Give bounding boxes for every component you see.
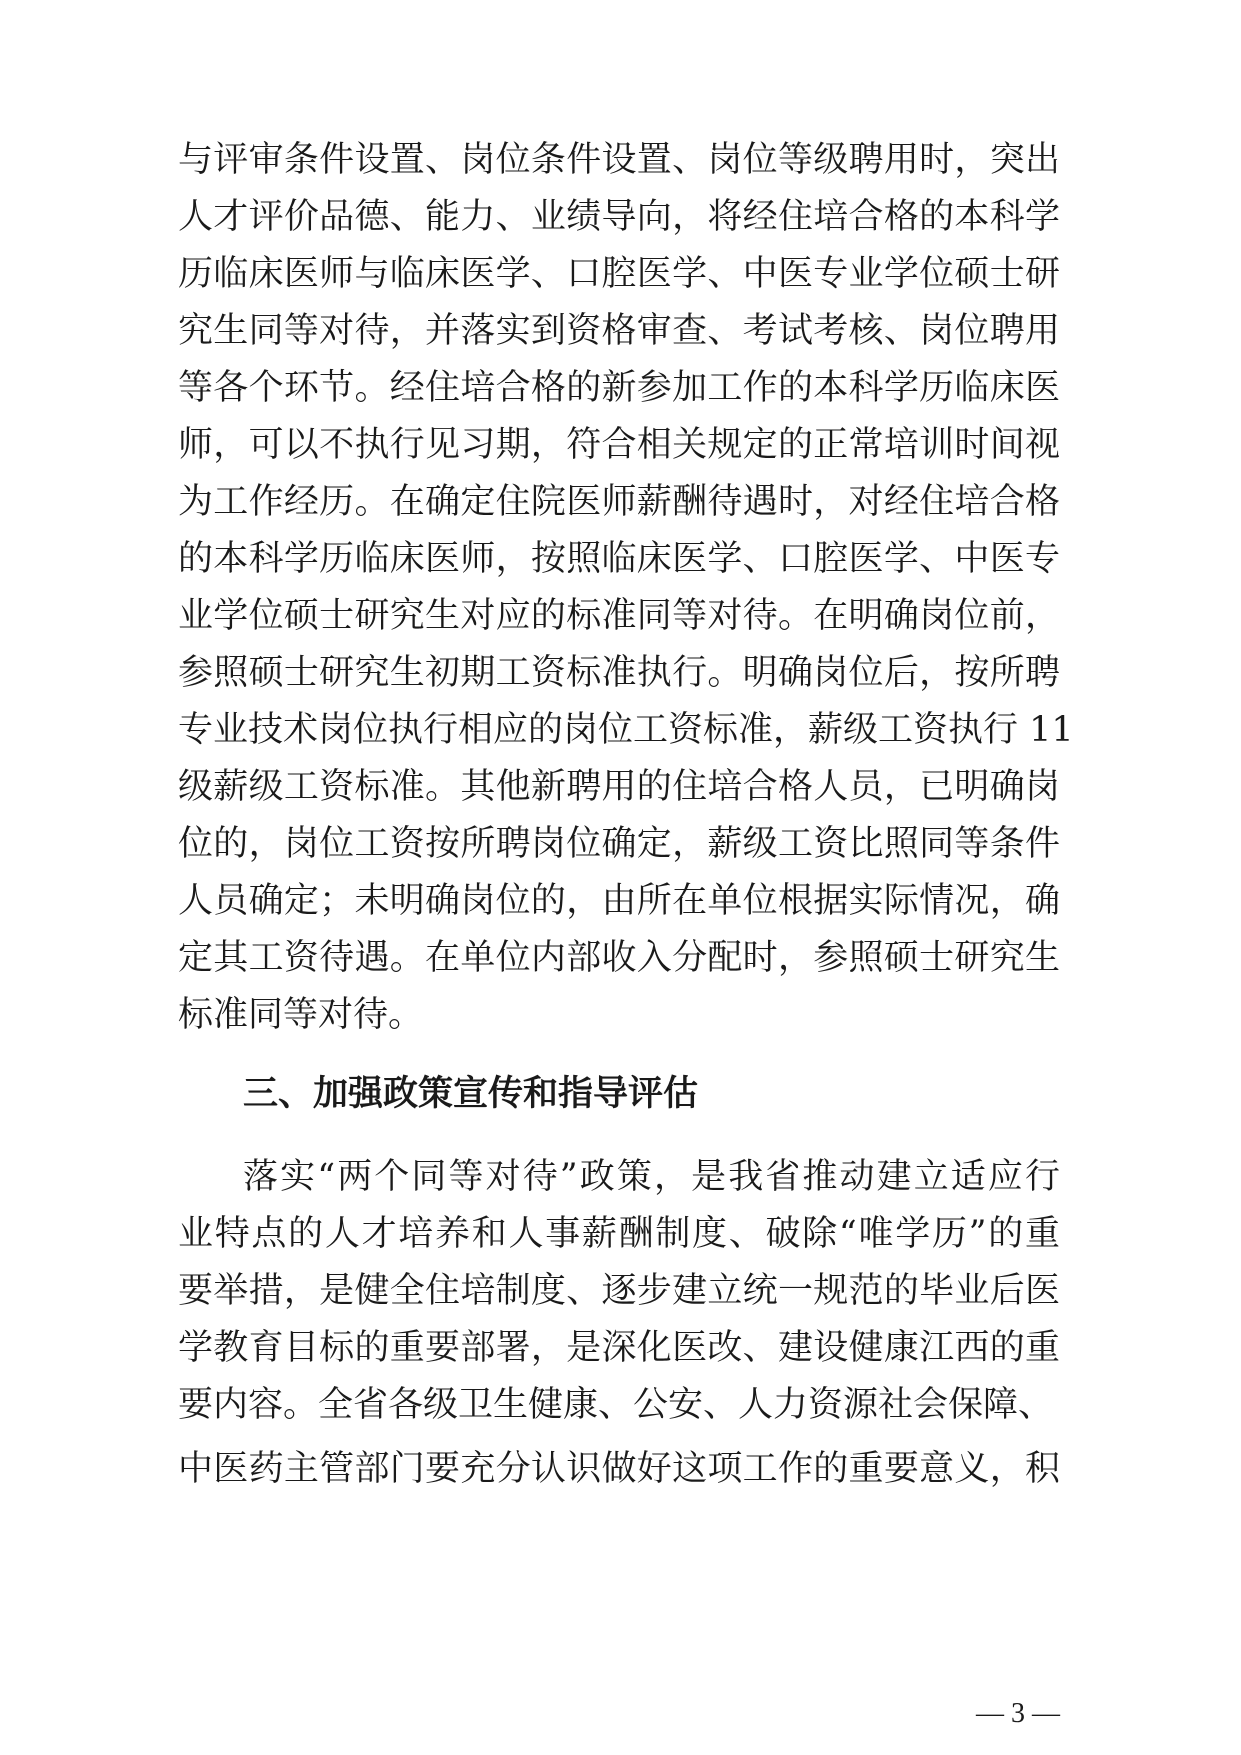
paragraph-line: 究生同等对待，并落实到资格审查、考试考核、岗位聘用 [178,311,1060,351]
paragraph-line: 的本科学历临床医师，按照临床医学、口腔医学、中医专 [178,539,1060,579]
paragraph-line: 与评审条件设置、岗位条件设置、岗位等级聘用时，突出 [178,140,1060,180]
page-number: — 3 — [976,1698,1060,1729]
paragraph-line: 定其工资待遇。在单位内部收入分配时，参照硕士研究生 [178,938,1060,978]
paragraph-line: 人才评价品德、能力、业绩导向，将经住培合格的本科学 [178,197,1060,237]
paragraph-line: 要举措，是健全住培制度、逐步建立统一规范的毕业后医 [178,1271,1060,1311]
paragraph-line: 学教育目标的重要部署，是深化医改、建设健康江西的重 [178,1328,1060,1368]
paragraph-line: 业学位硕士研究生对应的标准同等对待。在明确岗位前， [178,596,1060,636]
paragraph-line: 人员确定；未明确岗位的，由所在单位根据实际情况，确 [178,881,1060,921]
paragraph-line: 中医药主管部门要充分认识做好这项工作的重要意义，积 [178,1449,1060,1489]
paragraph-line: 位的，岗位工资按所聘岗位确定，薪级工资比照同等条件 [178,824,1060,864]
paragraph-line: 级薪级工资标准。其他新聘用的住培合格人员，已明确岗 [178,767,1060,807]
paragraph-line: 专业技术岗位执行相应的岗位工资标准，薪级工资执行 11 [178,710,1074,750]
paragraph-line: 等各个环节。经住培合格的新参加工作的本科学历临床医 [178,368,1060,408]
paragraph-line: 业特点的人才培养和人事薪酬制度、破除“唯学历”的重 [178,1214,1060,1254]
paragraph-line: 历临床医师与临床医学、口腔医学、中医专业学位硕士研 [178,254,1060,294]
paragraph-line: 落实“两个同等对待”政策，是我省推动建立适应行 [243,1157,1060,1197]
paragraph-line: 要内容。全省各级卫生健康、公安、人力资源社会保障、 [178,1385,1054,1425]
paragraph-line: 为工作经历。在确定住院医师薪酬待遇时，对经住培合格 [178,482,1060,522]
paragraph-line: 参照硕士研究生初期工资标准执行。明确岗位后，按所聘 [178,653,1060,693]
paragraph-line: 师，可以不执行见习期，符合相关规定的正常培训时间视 [178,425,1060,465]
paragraph-line: 标准同等对待。 [178,995,424,1035]
section-heading: 三、加强政策宣传和指导评估 [243,1074,699,1114]
